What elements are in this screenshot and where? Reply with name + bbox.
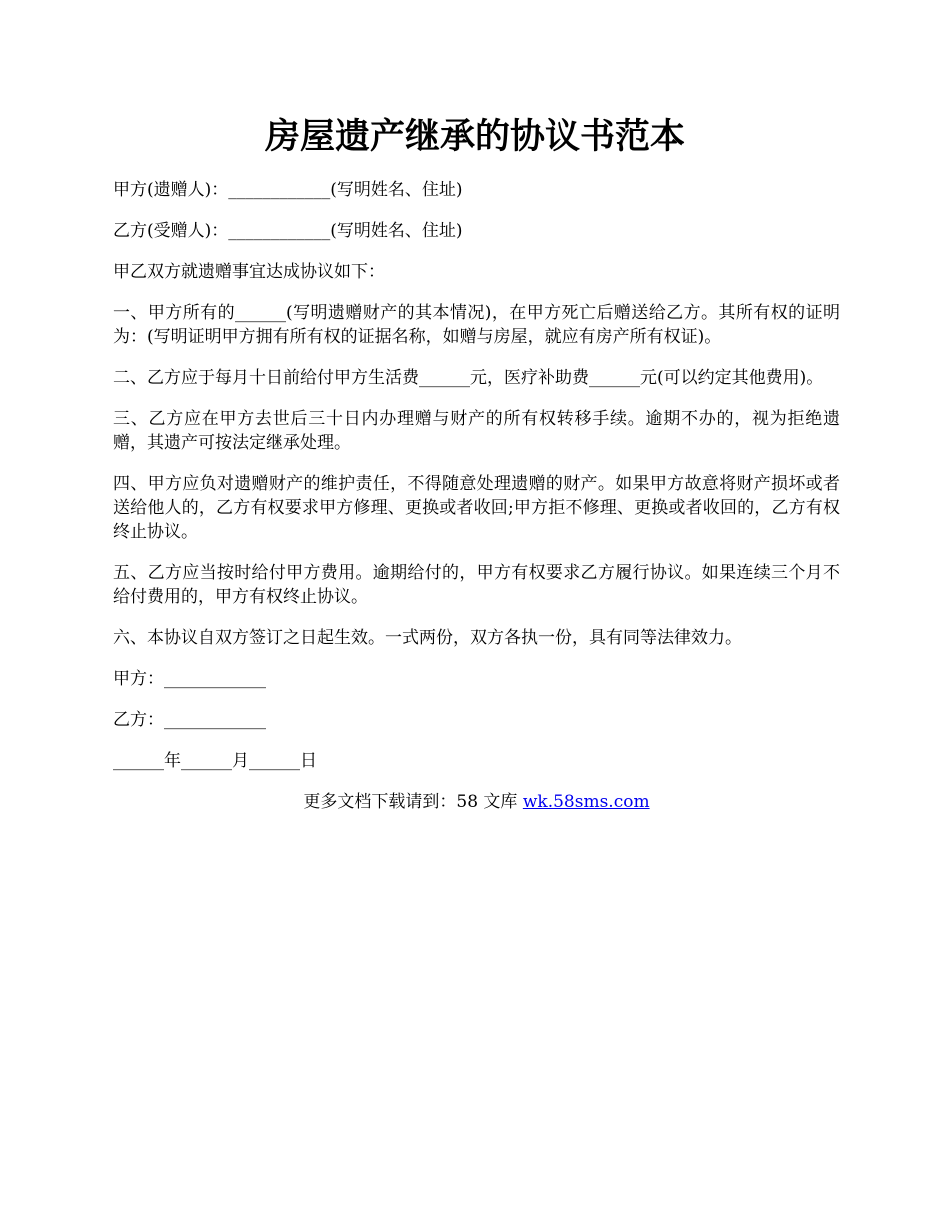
party-a-line: 甲方(遗赠人)：____________(写明姓名、住址) [113, 180, 463, 200]
clause-1: 一、甲方所有的______(写明遗赠财产的其本情况)，在甲方死亡后赠送给乙方。其所有权的证明为：(写明证明甲方拥有所有权的证据名称，如赠与房屋，就应有房产所有权证)。 [113, 303, 840, 347]
document-title: 房屋遗产继承的协议书范本 [264, 116, 685, 157]
footer-text: 更多文档下载请到：58 文库 [303, 792, 523, 812]
download-footer [113, 790, 840, 814]
clause-5: 五、乙方应当按时给付甲方费用。逾期给付的，甲方有权要求乙方履行协议。如果连续三个月不给付费用的，甲方有权终止协议。 [113, 563, 840, 607]
signature-date: ______年______月______日 [113, 751, 317, 771]
clause-3: 三、乙方应在甲方去世后三十日内办理赠与财产的所有权转移手续。逾期不办的，视为拒绝遗赠，其遗产可按法定继承处理。 [113, 409, 840, 453]
document-body [113, 178, 840, 814]
party-b-line: 乙方(受赠人)：____________(写明姓名、住址) [113, 221, 463, 241]
clause-6: 六、本协议自双方签订之日起生效。一式两份，双方各执一份，具有同等法律效力。 [113, 628, 742, 648]
signature-party-a: 甲方：____________ [113, 669, 266, 689]
clause-2: 二、乙方应于每月十日前给付甲方生活费______元，医疗补助费______元(可以约定其他费用)。 [113, 368, 824, 388]
clause-4: 四、甲方应负对遗赠财产的维护责任，不得随意处理遗赠的财产。如果甲方故意将财产损坏或者送给他人的，乙方有权要求甲方修理、更换或者收回;甲方拒不修理、更换或者收回的，乙方有权终止协议。 [113, 474, 840, 542]
signature-party-b: 乙方：____________ [113, 710, 266, 730]
footer-link[interactable]: wk.58sms.com [522, 792, 650, 812]
intro-paragraph: 甲乙双方就遗赠事宜达成协议如下： [113, 262, 385, 282]
